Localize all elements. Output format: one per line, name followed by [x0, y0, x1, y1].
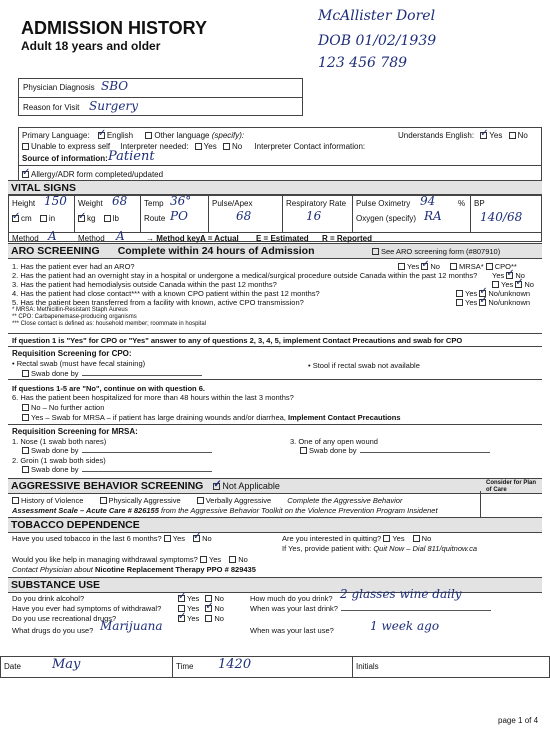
rectal-swab-done-row: Swab done by	[22, 369, 202, 378]
quit-yes-checkbox[interactable]	[383, 535, 390, 542]
oxygen-value[interactable]: RA	[424, 209, 442, 223]
method-value-2[interactable]: A	[116, 229, 125, 243]
tobacco-q1-row: Have you used tobacco in the last 6 months? Yes ✓ No	[12, 534, 212, 543]
primary-language-row: Primary Language: ✓ English Other language (specify):	[22, 131, 244, 140]
withdrawal-no-checkbox[interactable]	[205, 605, 212, 612]
source-label: Source of information:	[22, 154, 108, 163]
height-label: Height	[12, 199, 36, 208]
diagnosis-value[interactable]: SBO	[101, 79, 129, 93]
aro-note-2: ** CPO: Carbapenemase-producing organisms	[12, 314, 137, 320]
q3-no-checkbox[interactable]	[515, 281, 522, 288]
percent-label: %	[458, 199, 466, 208]
aro-q4: 4. Has the patient had close contact*** with a known CPO patient within the past 12 months?	[12, 289, 320, 298]
verbally-aggressive-checkbox[interactable]	[197, 497, 204, 504]
tobacco-yes-checkbox[interactable]	[164, 535, 171, 542]
what-drugs-label: What drugs do you use?	[12, 626, 94, 635]
aro-note-3: *** Close contact is defined as: household member; roommate in hospital	[12, 321, 207, 327]
aro-note-1: * MRSA: Methicillin-Resistant Staph Aureus	[12, 307, 128, 313]
temp-label: Temp	[144, 199, 164, 208]
physically-aggressive-checkbox[interactable]	[100, 497, 107, 504]
aro-q1: 1. Has the patient ever had an ARO?	[12, 262, 135, 271]
allergy-row: ✓Allergy/ADR form completed/updated	[22, 170, 163, 179]
help-yes-checkbox[interactable]	[200, 556, 207, 563]
date-value[interactable]: May	[52, 657, 81, 672]
oxygen-label: Oxygen (specify)	[356, 214, 417, 223]
diagnosis-box	[18, 78, 303, 116]
bp-value[interactable]: 140/68	[480, 210, 523, 224]
wound-swab: 3. One of any open wound	[290, 437, 378, 446]
rectal-swab-row: • Rectal swab (must have fecal staining)	[12, 359, 146, 368]
aggression-options: History of Violence Physically Aggressive Verbally Aggressive Complete the Aggressive Behavior	[12, 496, 402, 505]
q1-no-checkbox[interactable]	[421, 263, 428, 270]
interpreter-row: Unable to express self Interpreter needed: Yes No Interpreter Contact information:	[22, 142, 365, 151]
q3-answers: Yes ✓ No	[492, 280, 534, 289]
alcohol-yes-checkbox[interactable]	[178, 595, 185, 602]
q6-yes-checkbox[interactable]	[22, 414, 29, 421]
temp-value[interactable]: 36°	[170, 194, 192, 208]
signature-row	[0, 656, 550, 678]
aro-questions	[12, 262, 532, 328]
aro-q5: 5. Has the patient been transferred from a facility with known, active CPO transmission?	[12, 298, 304, 307]
q6-no-row: No – No further action	[22, 403, 104, 412]
consider-plan-of-care: Consider for Plan of Care	[486, 480, 537, 493]
other-language-checkbox[interactable]	[145, 132, 152, 139]
last-use-label: When was your last use?	[250, 626, 334, 635]
q6-no-checkbox[interactable]	[22, 404, 29, 411]
contact-precautions-rule: If question 1 is "Yes" for CPO or "Yes" answer to any of questions 2, 3, 4, 5, implement Contact Precautions and swab for CPO	[12, 336, 463, 345]
aro-q2: 2. Has the patient had an overnight stay in a hospital or undergone a medical/surgical procedure outside Canada within the past 12 months?	[12, 271, 478, 280]
stool-row: • Stool if rectal swab not available	[308, 361, 420, 370]
cm-checkbox[interactable]	[12, 215, 19, 222]
nose-swab-checkbox[interactable]	[22, 447, 29, 454]
weight-label: Weight	[78, 199, 103, 208]
q1-cpo-checkbox[interactable]	[486, 263, 493, 270]
unable-express-checkbox[interactable]	[22, 143, 29, 150]
withdrawal-question: Have you ever had symptoms of withdrawal?	[12, 604, 162, 613]
method-label: Method	[12, 234, 39, 243]
oximetry-value[interactable]: 94	[420, 194, 436, 208]
aggression-scale-row: Assessment Scale – Acute Care # 826155 from the Aggressive Behavior Toolkit on the Violence Prevention Program Insidenet	[12, 506, 438, 515]
initials-label: Initials	[356, 662, 379, 671]
q4-answers: Yes ✓ No/unknown	[456, 289, 530, 298]
alcohol-question: Do you drink alcohol?	[12, 594, 85, 603]
help-no-checkbox[interactable]	[229, 556, 236, 563]
diagnosis-label: Physician Diagnosis	[23, 83, 95, 92]
what-drugs-value[interactable]: Marijuana	[100, 619, 163, 633]
wound-swab-done-row: Swab done by	[300, 446, 490, 455]
aggressive-header: AGGRESSIVE BEHAVIOR SCREENING✓ Not Applicable	[8, 478, 542, 494]
understands-english-row: Understands English: ✓ Yes No	[398, 131, 528, 140]
aro-header: ARO SCREENING Complete within 24 hours of Admission	[8, 243, 542, 259]
q6-yes-row: Yes – Swab for MRSA – if patient has large draining wounds and/or diarrhea, Implement Contact Precautions	[22, 413, 401, 422]
q1-yes-checkbox[interactable]	[398, 263, 405, 270]
method-key: → Method key:	[146, 234, 203, 243]
requisition-cpo: Requisition Screening for CPO:	[12, 349, 132, 358]
key-actual: A = Actual	[200, 234, 239, 243]
how-much-label: How much do you drink?	[250, 594, 333, 603]
quitnow-row: If Yes, provide patient with: Quit Now – Dial 811/quitnow.ca	[282, 544, 477, 553]
how-much-value[interactable]: 2 glasses wine daily	[340, 587, 462, 601]
in-checkbox[interactable]	[40, 215, 47, 222]
drugs-no-checkbox[interactable]	[205, 615, 212, 622]
recreational-answers: ✓ Yes No	[178, 614, 224, 623]
withdrawal-help-row: Would you like help in managing withdrawal symptoms? Yes No	[12, 555, 248, 564]
vital-signs-header: VITAL SIGNS	[8, 180, 542, 196]
q5-no-checkbox[interactable]	[479, 299, 486, 306]
key-estimated: E = Estimated	[256, 234, 309, 243]
interp-no-checkbox[interactable]	[223, 143, 230, 150]
patient-number: 123 456 789	[318, 55, 408, 71]
wound-swab-checkbox[interactable]	[300, 447, 307, 454]
time-label: Time	[176, 662, 194, 671]
q2-no-checkbox[interactable]	[506, 272, 513, 279]
aro-q3: 3. Has the patient had hemodialysis outside Canada within the past 12 months?	[12, 280, 277, 289]
recreational-question: Do you use recreational drugs?	[12, 614, 117, 623]
time-value[interactable]: 1420	[218, 657, 252, 672]
see-aro-checkbox[interactable]	[372, 248, 379, 255]
height-value[interactable]: 150	[44, 194, 67, 208]
pulse-value[interactable]: 68	[236, 209, 252, 223]
tobacco-no-checkbox[interactable]	[193, 535, 200, 542]
q1-5-no-instruction: If questions 1-5 are "No", continue on with question 6.	[12, 384, 205, 393]
understands-yes-checkbox[interactable]	[480, 132, 487, 139]
q3-yes-checkbox[interactable]	[492, 281, 499, 288]
last-drink-row: When was your last drink?	[250, 604, 491, 613]
substance-header: SUBSTANCE USE	[8, 577, 542, 593]
method-value-1[interactable]: A	[48, 229, 57, 243]
allergy-checkbox[interactable]	[22, 171, 29, 178]
lb-checkbox[interactable]	[104, 215, 111, 222]
groin-swab: 2. Groin (1 swab both sides)	[12, 456, 106, 465]
tobacco-header: TOBACCO DEPENDENCE	[8, 517, 542, 533]
patient-name: McAllister Dorel	[318, 8, 436, 24]
aro-q6: 6. Has the patient been hospitalized for more than 48 hours within the last 3 months?	[12, 393, 294, 402]
not-applicable-checkbox[interactable]	[213, 483, 220, 490]
resp-label: Respiratory Rate	[286, 199, 347, 208]
quitting-row: Are you interested in quitting? Yes No	[282, 534, 432, 543]
weight-value[interactable]: 68	[112, 194, 128, 208]
groin-swab-done-row: Swab done by	[22, 465, 212, 474]
resp-value[interactable]: 16	[306, 209, 322, 223]
date-label: Date	[4, 662, 21, 671]
q5-yes-checkbox[interactable]	[456, 299, 463, 306]
quit-no-checkbox[interactable]	[413, 535, 420, 542]
see-aro-row: See ARO screening form (#807910)	[372, 247, 500, 256]
route-label: Route	[144, 214, 166, 223]
aro-q1-answers: Yes ✓ No MRSA* CPO**	[398, 262, 517, 271]
alcohol-answers: ✓ Yes No	[178, 594, 224, 603]
kg-checkbox[interactable]	[78, 215, 85, 222]
groin-swab-checkbox[interactable]	[22, 466, 29, 473]
last-use-value[interactable]: 1 week ago	[370, 619, 440, 633]
page-title: ADMISSION HISTORY	[21, 18, 208, 38]
nose-swab: 1. Nose (1 swab both nares)	[12, 437, 107, 446]
page-number: page 1 of 4	[498, 716, 539, 725]
q5-answers: Yes ✓ No/unknown	[456, 298, 530, 307]
drugs-yes-checkbox[interactable]	[178, 615, 185, 622]
weight-unit-row: ✓kg lb	[78, 214, 119, 223]
history-violence-checkbox[interactable]	[12, 497, 19, 504]
pulse-label: Pulse/Apex	[212, 199, 253, 208]
interp-yes-checkbox[interactable]	[195, 143, 202, 150]
reason-value[interactable]: Surgery	[89, 99, 138, 113]
height-unit-row: ✓cm in	[12, 214, 55, 223]
nrt-row: Contact Physician about Nicotine Replacement Therapy PPO # 829435	[12, 565, 256, 574]
route-value[interactable]: PO	[170, 209, 188, 223]
requisition-mrsa: Requisition Screening for MRSA:	[12, 427, 138, 436]
oximetry-label: Pulse Oximetry	[356, 199, 411, 208]
source-value[interactable]: Patient	[108, 149, 155, 164]
method-label-2: Method	[78, 234, 105, 243]
patient-dob: DOB 01/02/1939	[318, 33, 437, 49]
withdrawal-answers: Yes ✓ No	[178, 604, 224, 613]
understands-no-checkbox[interactable]	[509, 132, 516, 139]
q4-yes-checkbox[interactable]	[456, 290, 463, 297]
key-reported: R = Reported	[322, 234, 373, 243]
rectal-swab-checkbox[interactable]	[22, 370, 29, 377]
q2-answers: Yes ✓ No	[492, 271, 525, 280]
reason-label: Reason for Visit	[23, 103, 80, 112]
bp-label: BP	[474, 199, 485, 208]
page-subtitle: Adult 18 years and older	[21, 39, 161, 53]
nose-swab-done-row: Swab done by	[22, 446, 212, 455]
q1-mrsa-checkbox[interactable]	[450, 263, 457, 270]
english-checkbox[interactable]	[98, 132, 105, 139]
